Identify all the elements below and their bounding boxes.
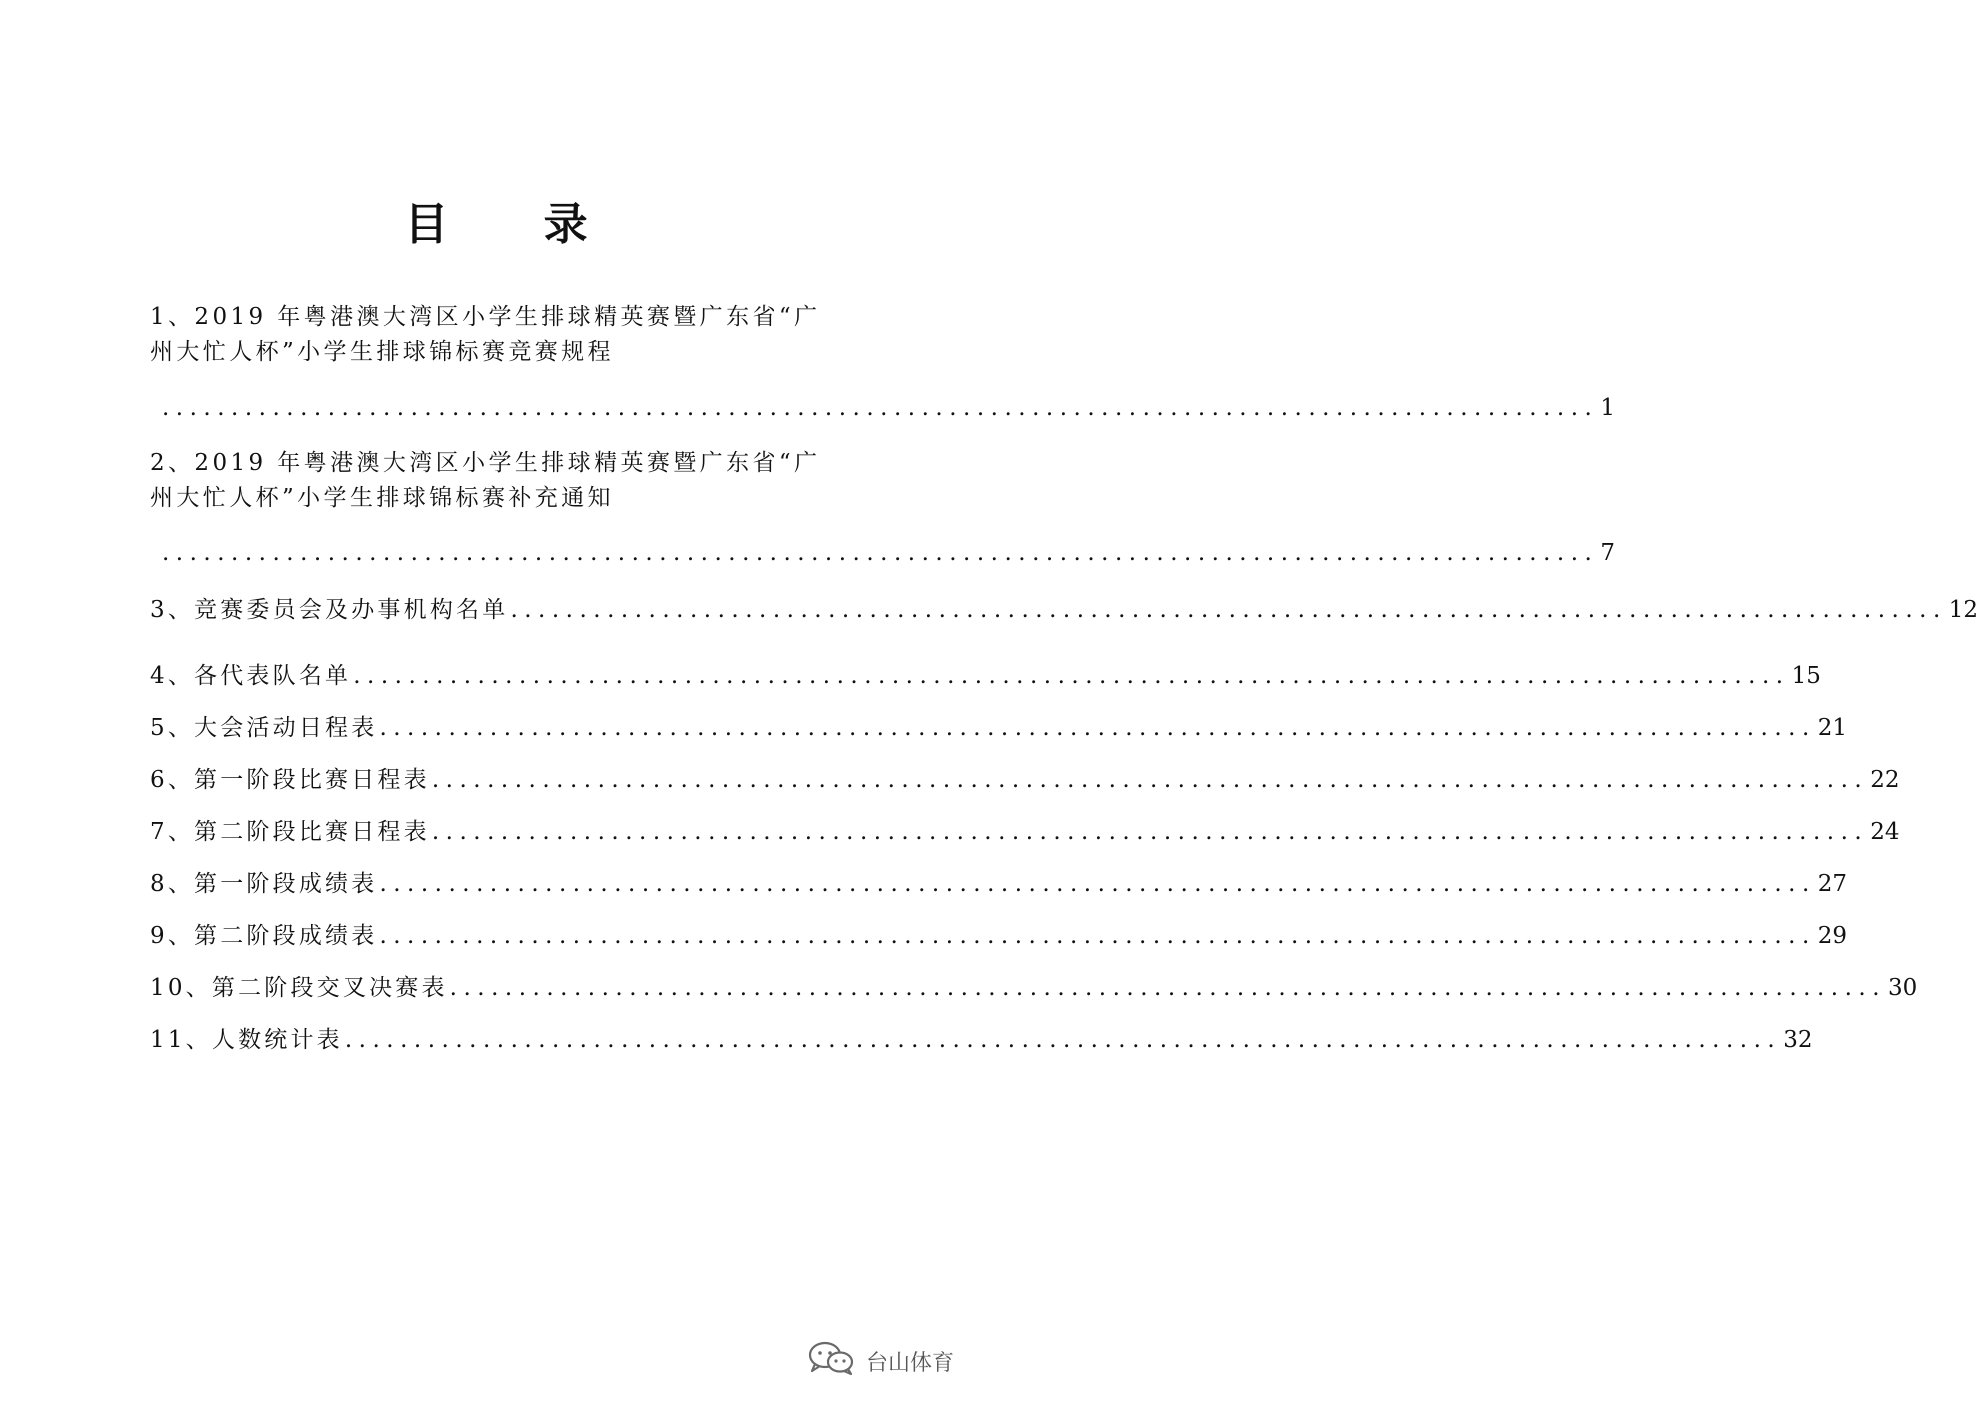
toc-entry-label: 7、第二阶段比赛日程表	[150, 819, 430, 845]
toc-entry-7[interactable]	[150, 817, 1900, 847]
toc-entry-label: 1、2019 年粤港澳大湾区小学生排球精英赛暨广东省“广州大忙人杯”小学生排球锦标赛竞赛规程	[150, 304, 821, 365]
toc-entry-page: 15	[1791, 663, 1821, 689]
toc-entry-page: 29	[1817, 923, 1848, 949]
toc-entry-11[interactable]	[150, 1025, 1813, 1055]
toc-entry-3[interactable]	[150, 595, 1978, 625]
toc-entry-page: 27	[1817, 871, 1848, 897]
toc-entry-page: 7	[1600, 540, 1615, 566]
toc-entry-label: 4、各代表队名单	[150, 663, 352, 689]
dot-leader: ........................................................................................................	[344, 1027, 1782, 1053]
toc-entry-10[interactable]	[150, 973, 1918, 1003]
toc-entry-8[interactable]	[150, 869, 1848, 899]
toc-entry-page: 12	[1948, 597, 1978, 623]
toc-entry-page: 22	[1870, 767, 1900, 793]
dot-leader: ........................................................................................................	[379, 871, 1816, 897]
toc-entry-9[interactable]	[150, 921, 1848, 951]
toc-entry-page: 30	[1888, 975, 1918, 1001]
watermark	[806, 1340, 954, 1382]
toc-entry-2[interactable]	[150, 446, 842, 516]
toc-entry-label: 11、人数统计表	[150, 1027, 343, 1053]
dot-leader: ........................................................................................................	[353, 663, 1790, 689]
dot-leader: ........................................................................................................	[449, 975, 1887, 1001]
toc-entry-label: 9、第二阶段成绩表	[150, 923, 378, 949]
dot-leader: ........................................................................................................	[162, 395, 1599, 421]
dot-leader: ........................................................................................................	[431, 767, 1869, 793]
toc-entry-label: 5、大会活动日程表	[150, 715, 378, 741]
toc-entry-label: 6、第一阶段比赛日程表	[150, 767, 430, 793]
toc-entry-4[interactable]	[150, 661, 1821, 691]
toc-entry-page: 24	[1870, 819, 1900, 845]
toc-entry-label: 3、竞赛委员会及办事机构名单	[150, 597, 509, 623]
toc-entry-1[interactable]	[150, 300, 842, 370]
watermark-text: 台山体育	[866, 1350, 955, 1376]
toc-entry-page: 1	[1600, 395, 1615, 421]
dot-leader: ........................................................................................................	[510, 597, 1947, 623]
toc-entry-2-leader	[160, 538, 1615, 568]
toc-entry-page: 21	[1817, 715, 1848, 741]
toc-entry-label: 2、2019 年粤港澳大湾区小学生排球精英赛暨广东省“广州大忙人杯”小学生排球锦标赛补充通知	[150, 450, 821, 511]
toc-entry-label: 8、第一阶段成绩表	[150, 871, 378, 897]
dot-leader: ........................................................................................................	[162, 540, 1599, 566]
page-title: 目 录	[404, 199, 628, 250]
wechat-icon	[806, 1340, 858, 1382]
dot-leader: ........................................................................................................	[379, 715, 1816, 741]
dot-leader: ........................................................................................................	[379, 923, 1816, 949]
toc-entry-5[interactable]	[150, 713, 1848, 743]
toc-entry-page: 32	[1783, 1027, 1813, 1053]
toc-entry-label: 10、第二阶段交叉决赛表	[150, 975, 448, 1001]
toc-entry-6[interactable]	[150, 765, 1900, 795]
toc-entry-1-leader	[160, 393, 1615, 423]
dot-leader: ........................................................................................................	[431, 819, 1869, 845]
